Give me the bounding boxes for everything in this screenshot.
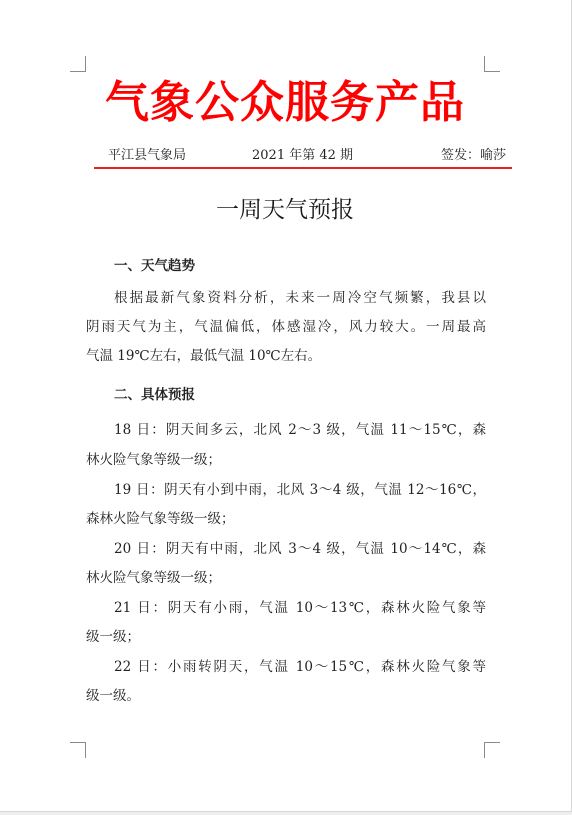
- section-heading-trend: 一、天气趋势: [114, 258, 195, 274]
- crop-mark-bottom-right: [484, 742, 500, 758]
- crop-mark-top-right: [484, 56, 500, 72]
- crop-mark-top-left: [70, 56, 86, 72]
- forecast-line: 19 日：阴天有小到中雨，北风 3～4 级，气温 12～16℃，: [114, 482, 486, 498]
- trend-text-line: 气温 19℃左右，最低气温 10℃左右。: [86, 348, 322, 364]
- forecast-line: 22 日：小雨转阴天，气温 10～15℃，森林火险气象等: [114, 659, 486, 675]
- forecast-line: 21 日：阴天有小雨，气温 10～13℃，森林火险气象等: [114, 600, 486, 616]
- issuing-bureau: 平江县气象局: [108, 148, 187, 163]
- forecast-line: 森林火险气象等级一级；: [86, 511, 235, 527]
- crop-mark-bottom-left: [70, 742, 86, 758]
- issue-number: 2021 年第 42 期: [252, 148, 354, 163]
- forecast-line: 级一级；: [86, 629, 140, 645]
- trend-text-line: 根据最新气象资料分析，未来一周冷空气频繁，我县以: [114, 290, 486, 306]
- signer: 签发：喻莎: [440, 148, 506, 163]
- issue-info-line: [94, 146, 512, 166]
- forecast-line: 18 日：阴天间多云，北风 2～3 级，气温 11～15℃，森: [114, 422, 486, 438]
- forecast-line: 林火险气象等级一级；: [86, 452, 221, 468]
- forecast-line: 林火险气象等级一级；: [86, 570, 221, 586]
- masthead-title: 气象公众服务产品: [105, 77, 465, 128]
- forecast-line: 20 日：阴天有中雨，北风 3～4 级，气温 10～14℃，森: [114, 541, 486, 557]
- trend-text-line: 阴雨天气为主，气温偏低，体感湿冷，风力较大。一周最高: [86, 319, 486, 335]
- red-divider-rule: [94, 167, 512, 169]
- document-title: 一周天气预报: [216, 197, 354, 223]
- forecast-line: 级一级。: [86, 688, 140, 704]
- section-heading-forecast: 二、具体预报: [114, 387, 195, 403]
